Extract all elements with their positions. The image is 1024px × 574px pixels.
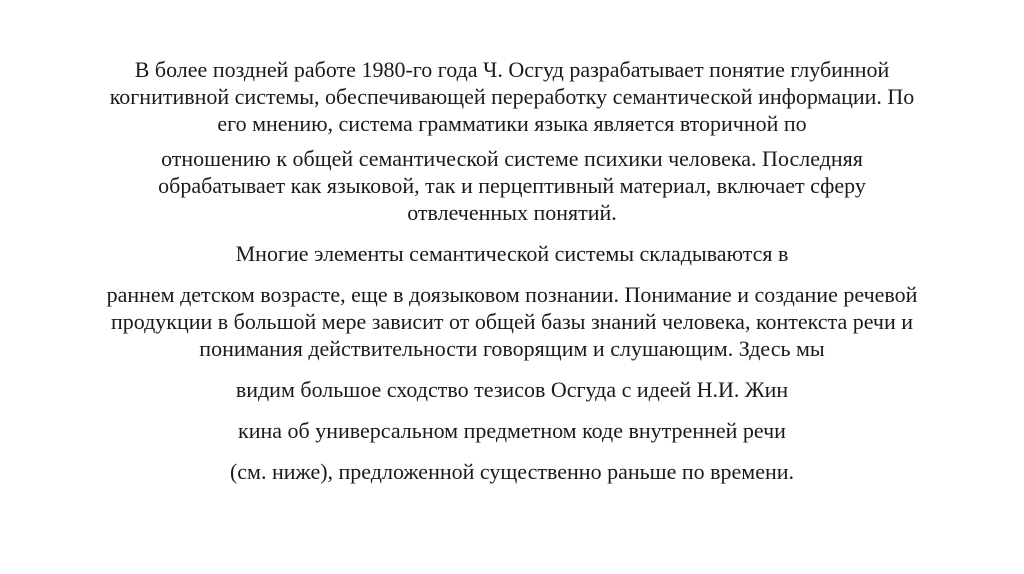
paragraph-gap xyxy=(20,137,1004,145)
text-line: когнитивной системы, обеспечивающей переработку семантической информации. По xyxy=(109,84,915,109)
text-line: обрабатывает как языковой, так и перцептивный материал, включает сферу xyxy=(158,173,866,198)
text-line: (см. ниже), предложенной существенно раньше по времени. xyxy=(229,459,795,484)
paragraph-gap xyxy=(20,226,1004,240)
text-line: отношению к общей семантической системе психики человека. Последняя xyxy=(161,146,863,171)
text-line: Многие элементы семантической системы складываются в xyxy=(235,241,789,266)
text-line: отвлеченных понятий. xyxy=(407,200,617,225)
text-line: понимания действительности говорящим и слушающим. Здесь мы xyxy=(199,336,825,361)
text-line: В более поздней работе 1980-го года Ч. Осгуд разрабатывает понятие глубинной xyxy=(134,57,890,82)
text-line: видим большое сходство тезисов Осгуда с идеей Н.И. Жин xyxy=(235,377,789,402)
paragraph-gap xyxy=(20,444,1004,458)
text-line: раннем детском возрасте, еще в доязыковом познании. Понимание и создание речевой xyxy=(106,282,918,307)
paragraph-gap xyxy=(20,267,1004,281)
text-line: продукции в большой мере зависит от общей базы знаний человека, контекста речи и xyxy=(110,309,914,334)
paragraph-gap xyxy=(20,403,1004,417)
text-line: его мнению, система грамматики языка является вторичной по xyxy=(217,111,807,136)
paragraph-gap xyxy=(20,362,1004,376)
body-text xyxy=(20,56,1004,485)
text-line: кина об универсальном предметном коде внутренней речи xyxy=(238,418,786,443)
